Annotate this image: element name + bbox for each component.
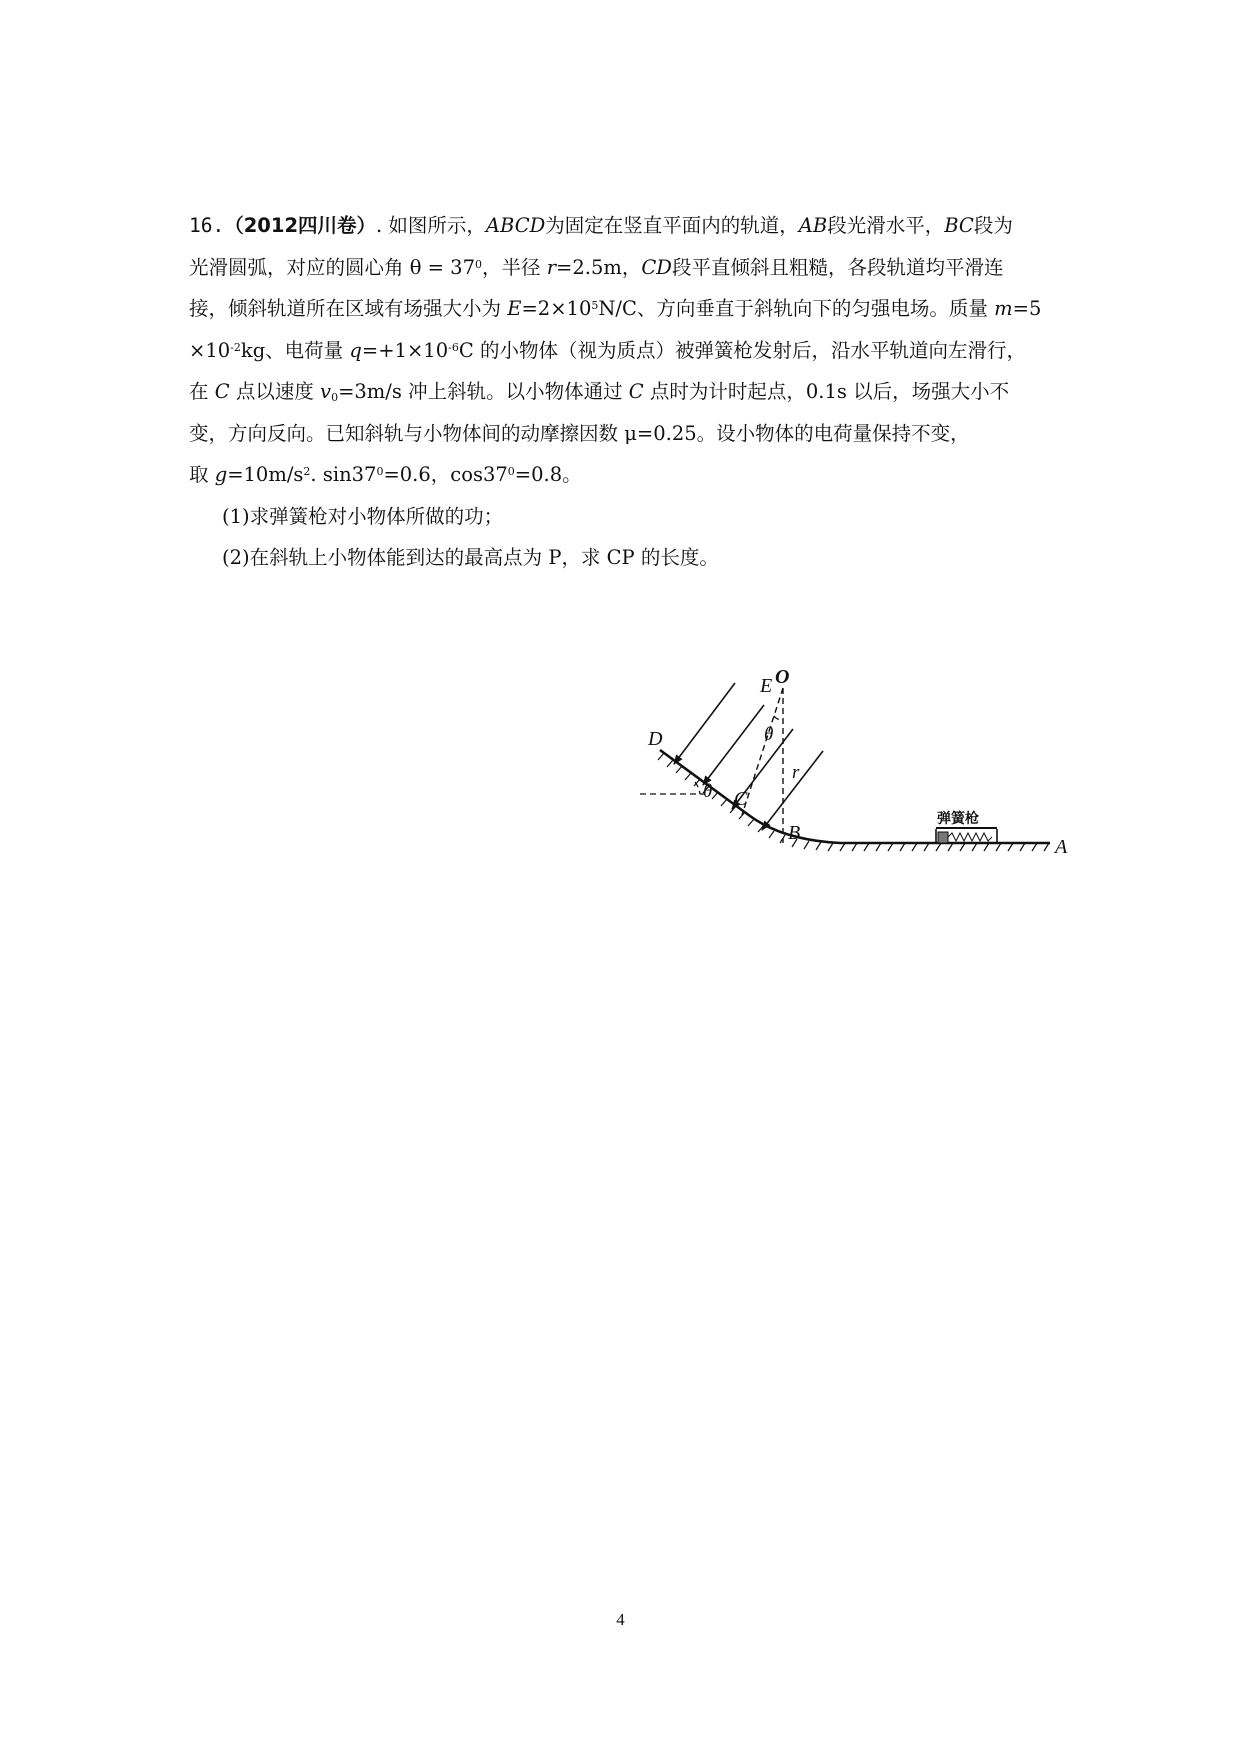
label-r: r <box>792 762 800 783</box>
problem-text-line-5: 在 C 点以速度 $v_0=3m/s$ 冲上斜轨。以小物体通过 C 点时为计时起点，0.1s 以后，场强大小不 <box>189 380 1010 404</box>
problem-text-line-1: 16.（2012四川卷）. 如图所示，ABCD为固定在竖直平面内的轨道，AB段光滑水平，BC段为 <box>189 214 1013 237</box>
page-number: 4 <box>616 1610 625 1629</box>
problem-text-line-4: $\times 10^{-2}kg$、电荷量 $q=+1\times 10^{-6}C$ 的小物体（视为质点）被弹簧枪发射后，沿水平轨道向左滑行， <box>189 338 1026 362</box>
label-theta-bottom: θ <box>703 781 713 802</box>
problem-source: （2012四川卷） <box>224 214 377 237</box>
label-b: B <box>788 822 801 844</box>
label-o: O <box>775 666 790 688</box>
spring-gun <box>936 828 997 843</box>
problem-text-line-2: 光滑圆弧，对应的圆心角 $\theta = 37^0$，半径 r=2.5m，CD段平直倾斜且粗糙，各段轨道均平滑连 <box>189 255 1004 279</box>
label-a: A <box>1055 836 1068 858</box>
question-2: (2)在斜轨上小物体能到达的最高点为 P，求 CP 的长度。 <box>222 546 719 569</box>
radius-lines <box>742 688 783 843</box>
label-theta-top: θ <box>764 724 774 745</box>
label-d: D <box>648 728 663 750</box>
problem-text-line-7: 取 $g=10m/s^2$. $\sin 37^0=0.6$，$\cos 37^0=0.8$。 <box>189 463 582 486</box>
problem-16 <box>189 205 1069 579</box>
label-c: C <box>734 788 748 810</box>
label-spring-gun: 弹簧枪 <box>937 811 979 827</box>
label-e: E <box>760 675 773 697</box>
electric-field-arrows <box>674 683 823 830</box>
horizontal-reference <box>640 782 704 794</box>
question-1: (1)求弹簧枪对小物体所做的功； <box>222 504 504 528</box>
problem-text-line-3: 接，倾斜轨道所在区域有场强大小为 $E=2\times 10^5N/C$、方向垂直于斜轨向下的匀强电场。质量 m=5 <box>189 297 1042 320</box>
track-diagram <box>640 665 1090 900</box>
problem-text-line-6: 变，方向反向。已知斜轨与小物体间的动摩擦因数 μ=0.25。设小物体的电荷量保持不变， <box>189 421 970 445</box>
